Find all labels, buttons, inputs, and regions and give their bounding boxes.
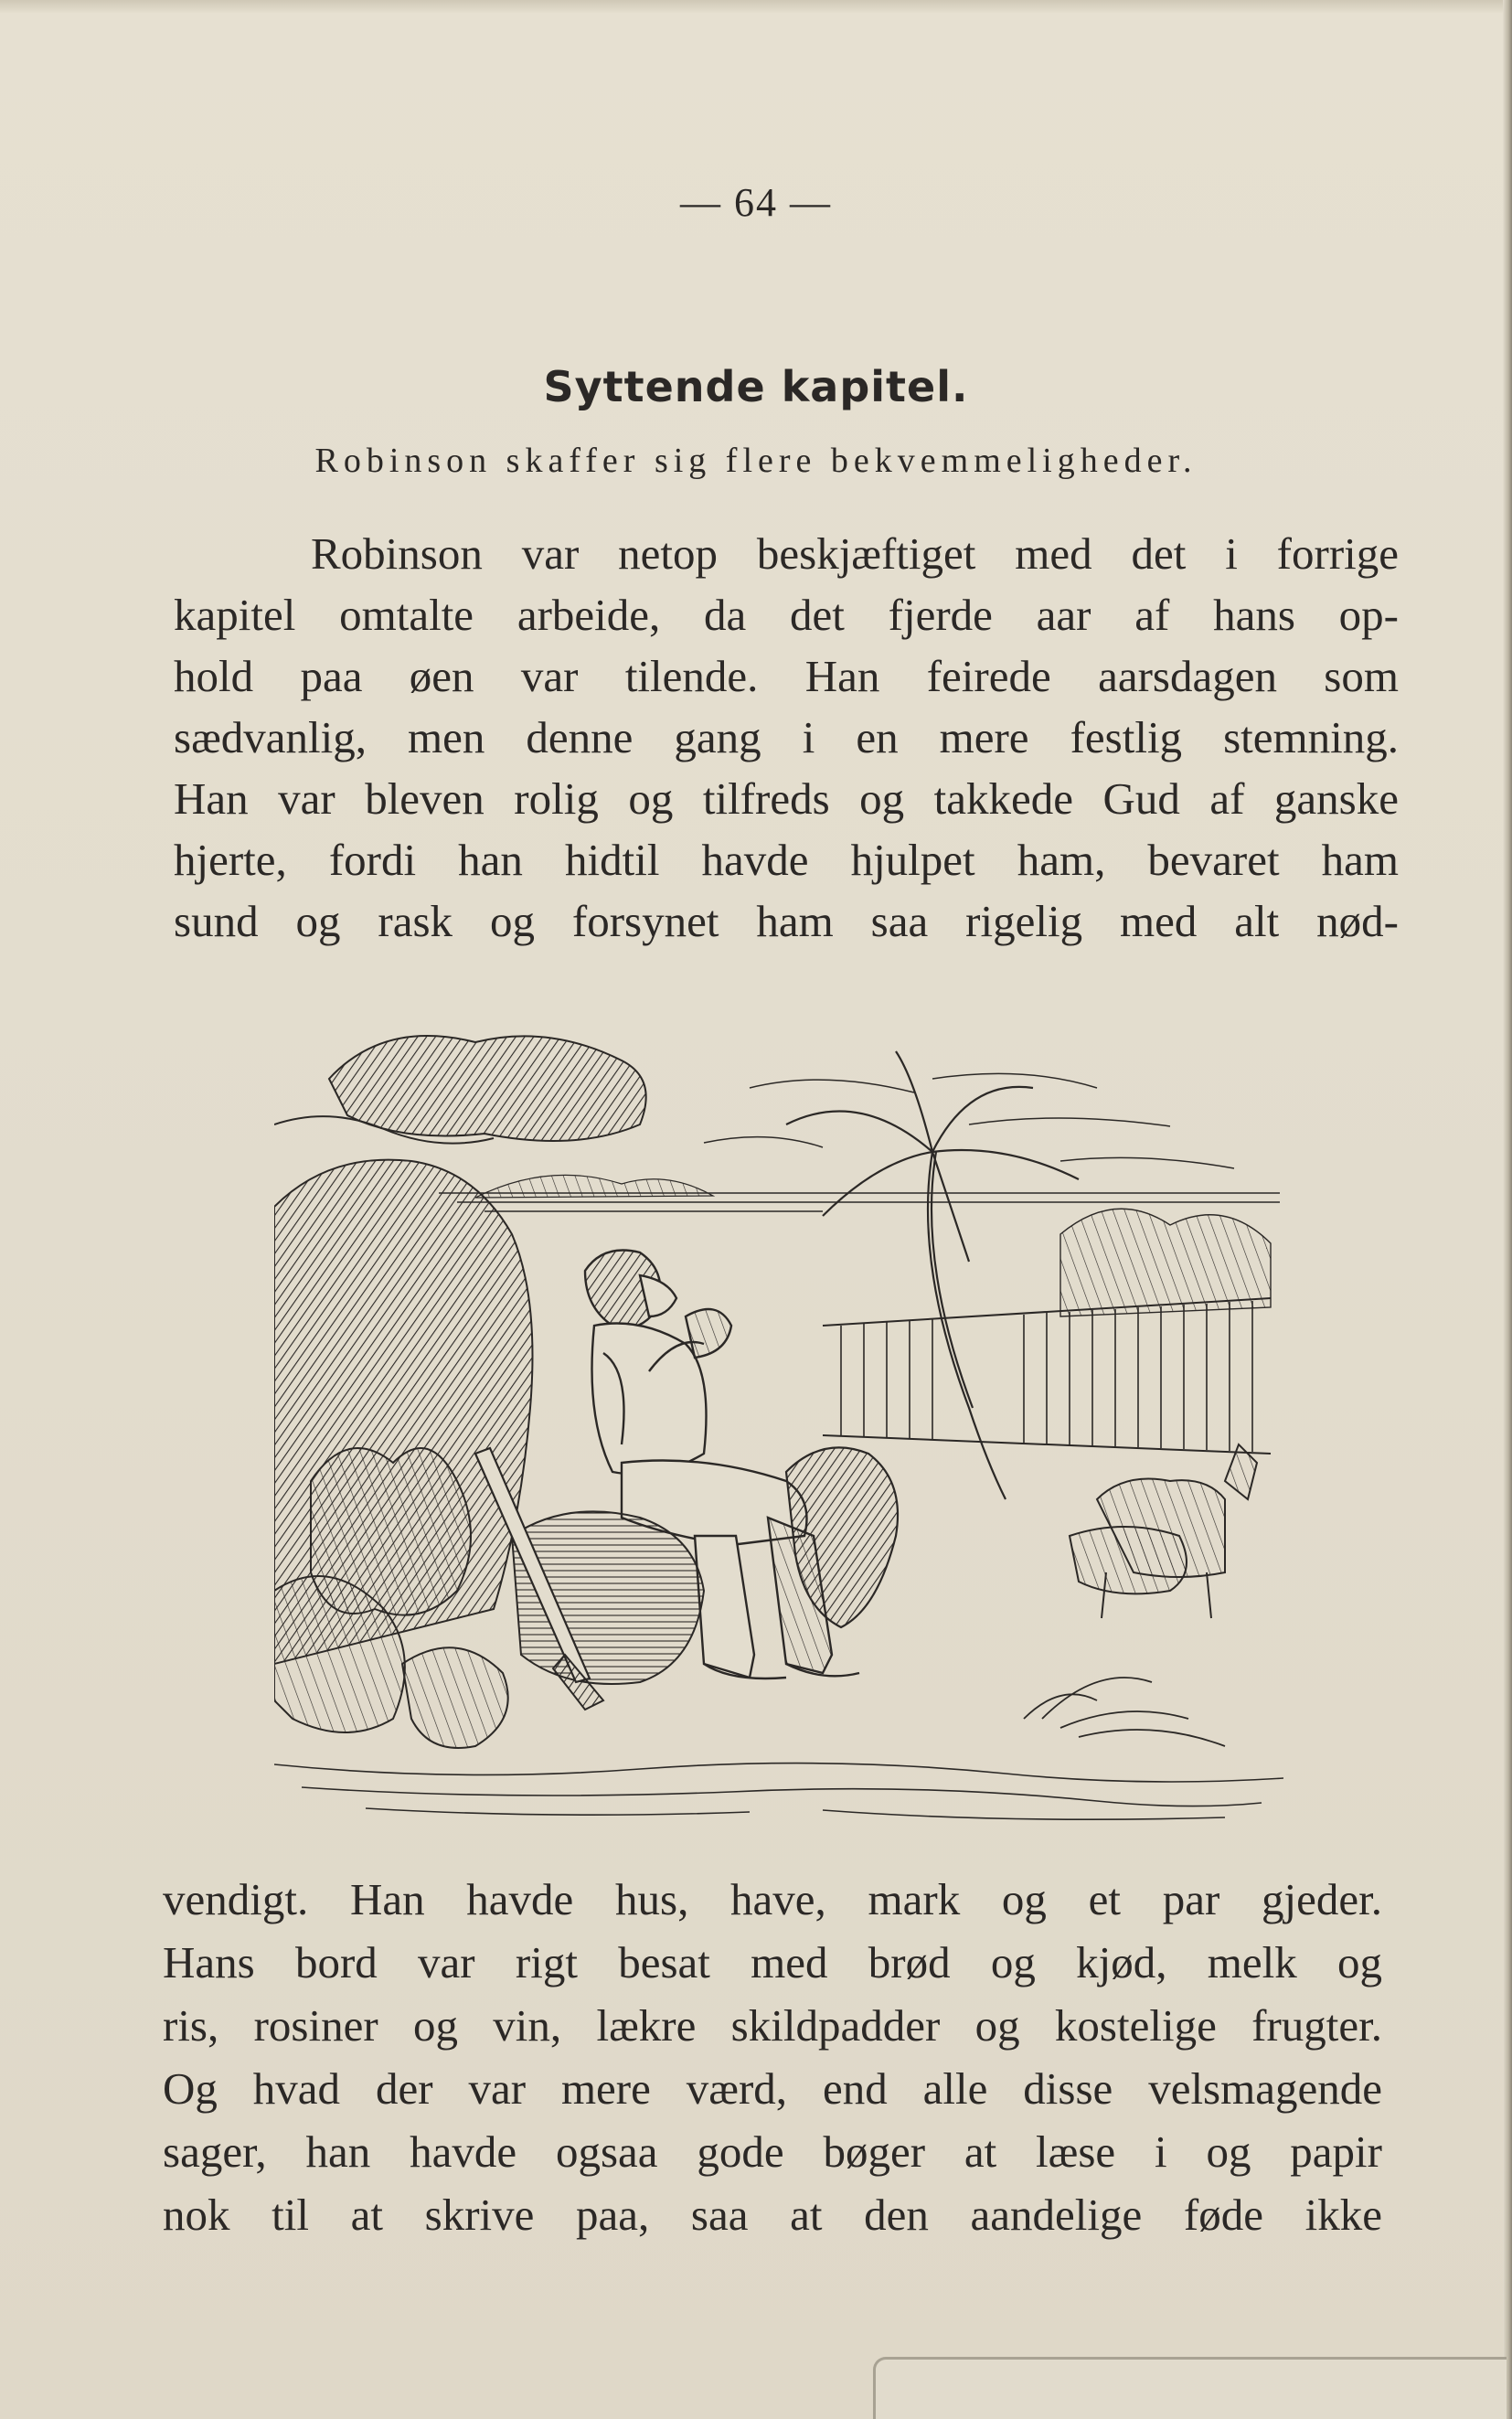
text-line: Hans bord var rigt besat med brød og kjød, melk og [163,1937,1382,1987]
text-line: nok til at skrive paa, saa at den aandelige føde ikke [163,2190,1382,2240]
distant-hills [475,1175,713,1198]
palisade [823,1298,1271,1454]
text-line: sædvanlig, men denne gang i en mere festlig stemning. [174,712,1399,762]
paragraph-bottom [163,1868,1382,2246]
text-line: sund og rask og forsynet ham saa rigelig med alt nød- [174,896,1399,946]
ground [274,1764,1283,1820]
text-line: ris, rosiner og vin, lækre skildpadder og kostelige frugter. [163,2000,1382,2051]
text-line: kapitel omtalte arbeide, da det fjerde aar af hans op- [174,590,1399,640]
goats [1070,1444,1257,1618]
text-line: hjerte, fordi han hidtil havde hjulpet ham, bevaret ham [174,835,1399,885]
chapter-subtitle: Robinson skaffer sig flere bekvemmeligheder. [314,442,1198,480]
text-line: Robinson var netop beskjæftiget med det i forrige [311,528,1399,579]
engraving-illustration [274,1024,1283,1828]
text-line: Og hvad der var mere værd, end alle disse velsmagende [163,2063,1382,2114]
text-line: hold paa øen var tilende. Han feirede aarsdagen som [174,651,1399,701]
page-corner-tab [873,2357,1507,2419]
page-number: — 64 — [680,180,832,225]
text-line: vendigt. Han havde hus, have, mark og et par gjeder. [163,1874,1382,1924]
tree-canopy [329,1036,646,1141]
text-line: Han var bleven rolig og tilfreds og takkede Gud af ganske [174,773,1399,824]
chapter-title: Syttende kapitel. [543,362,969,411]
shrub-right [1024,1678,1225,1746]
bushes-right [1060,1209,1271,1316]
paragraph-top [174,523,1399,952]
sky-lines [704,1073,1234,1168]
text-line: sager, han havde ogsaa gode bøger at læse i og papir [163,2126,1382,2177]
page-top-edge [0,0,1512,13]
